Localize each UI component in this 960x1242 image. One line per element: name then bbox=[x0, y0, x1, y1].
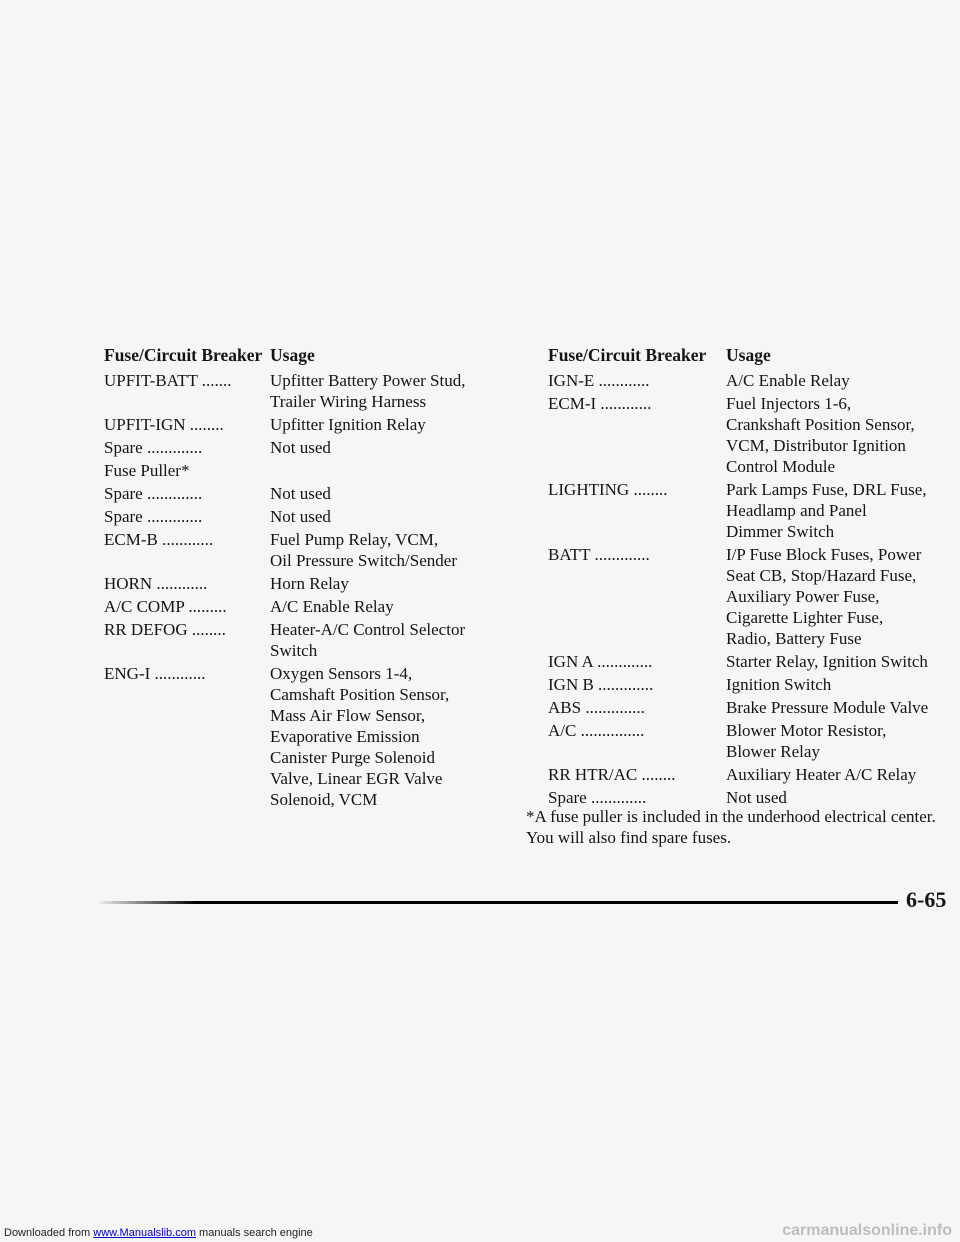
fuse-usage: A/C Enable Relay bbox=[270, 597, 394, 616]
fuse-usage: Auxiliary Heater A/C Relay bbox=[726, 765, 917, 784]
usage-column-header: Usage bbox=[270, 345, 315, 365]
table-row bbox=[104, 663, 488, 810]
footer-prefix: Downloaded from bbox=[4, 1227, 94, 1239]
fuse-usage: Starter Relay, Ignition Switch bbox=[726, 652, 928, 671]
fuse-name: HORN ............ bbox=[104, 574, 208, 593]
footer-suffix: manuals search engine bbox=[195, 1227, 313, 1239]
fuse-column-header: Fuse/Circuit Breaker bbox=[548, 345, 707, 365]
fuse-usage: Not used bbox=[270, 484, 331, 503]
fuse-name: BATT ............. bbox=[548, 545, 650, 564]
fuse-name: IGN B ............. bbox=[548, 675, 654, 694]
table-row bbox=[548, 651, 948, 672]
fuse-name: Fuse Puller* bbox=[104, 461, 190, 480]
fuse-usage: Blower Motor Resistor, Blower Relay bbox=[726, 721, 887, 761]
download-footer bbox=[4, 1227, 313, 1240]
fuse-name: IGN-E ............ bbox=[548, 371, 650, 390]
table-header bbox=[548, 344, 948, 366]
fuse-name: UPFIT-IGN ........ bbox=[104, 415, 224, 434]
fuse-name: Spare ............. bbox=[104, 507, 203, 526]
fuse-name: Spare ............. bbox=[104, 484, 203, 503]
table-row bbox=[548, 479, 948, 542]
fuse-name: RR HTR/AC ........ bbox=[548, 765, 676, 784]
table-row bbox=[548, 764, 948, 785]
fuse-name: ECM-B ............ bbox=[104, 530, 214, 549]
fuse-puller-footnote: *A fuse puller is included in the underhood electrical center. You will also find spare fuses. bbox=[526, 807, 936, 847]
page-number: 6-65 bbox=[906, 887, 947, 912]
table-row bbox=[548, 787, 948, 808]
page-divider bbox=[100, 901, 898, 904]
fuse-name: ABS .............. bbox=[548, 698, 645, 717]
fuse-name: ENG-I ............ bbox=[104, 664, 206, 683]
fuse-usage: Fuel Injectors 1-6, Crankshaft Position Sensor, VCM, Distributor Ignition Control Module bbox=[726, 394, 915, 476]
fuse-usage: Heater-A/C Control Selector Switch bbox=[270, 620, 466, 660]
table-row bbox=[104, 506, 488, 527]
right-fuse-table bbox=[548, 344, 948, 810]
fuse-name: Spare ............. bbox=[104, 438, 203, 457]
table-row bbox=[548, 370, 948, 391]
fuse-name: RR DEFOG ........ bbox=[104, 620, 226, 639]
fuse-usage bbox=[270, 460, 488, 481]
fuse-name: A/C COMP ......... bbox=[104, 597, 227, 616]
table-row bbox=[104, 529, 488, 571]
left-fuse-table bbox=[104, 344, 488, 812]
fuse-usage: Upfitter Battery Power Stud, Trailer Wiring Harness bbox=[270, 371, 466, 411]
table-row bbox=[104, 460, 488, 481]
manualslib-link[interactable]: www.Manualslib.com bbox=[93, 1227, 196, 1239]
table-row bbox=[548, 720, 948, 762]
fuse-usage: Upfitter Ignition Relay bbox=[270, 415, 426, 434]
fuse-name: IGN A ............. bbox=[548, 652, 653, 671]
fuse-usage: Oxygen Sensors 1-4, Camshaft Position Sensor, Mass Air Flow Sensor, Evaporative Emission Canister Purge Solenoid Valve, Linear EGR Valve Solenoid, VCM bbox=[270, 664, 450, 809]
table-row bbox=[548, 544, 948, 649]
table-row bbox=[104, 483, 488, 504]
fuse-name: ECM-I ............ bbox=[548, 394, 652, 413]
table-row bbox=[548, 393, 948, 477]
fuse-usage: Ignition Switch bbox=[726, 675, 832, 694]
table-row bbox=[104, 596, 488, 617]
fuse-usage: Not used bbox=[726, 788, 787, 807]
table-row bbox=[104, 414, 488, 435]
fuse-name: UPFIT-BATT ....... bbox=[104, 371, 232, 390]
fuse-usage: Fuel Pump Relay, VCM, Oil Pressure Switch/Sender bbox=[270, 530, 457, 570]
table-row bbox=[548, 674, 948, 695]
fuse-usage: Not used bbox=[270, 507, 331, 526]
fuse-name: LIGHTING ........ bbox=[548, 480, 668, 499]
fuse-usage: I/P Fuse Block Fuses, Power Seat CB, Stop/Hazard Fuse, Auxiliary Power Fuse, Cigarette Lighter Fuse, Radio, Battery Fuse bbox=[726, 545, 922, 648]
usage-column-header: Usage bbox=[726, 345, 771, 365]
table-row bbox=[104, 619, 488, 661]
table-row bbox=[548, 697, 948, 718]
fuse-usage: Horn Relay bbox=[270, 574, 349, 593]
fuse-usage: Park Lamps Fuse, DRL Fuse, Headlamp and Panel Dimmer Switch bbox=[726, 480, 927, 541]
table-row bbox=[104, 370, 488, 412]
table-row bbox=[104, 437, 488, 458]
table-row bbox=[104, 573, 488, 594]
fuse-name: A/C ............... bbox=[548, 721, 645, 740]
table-header bbox=[104, 344, 488, 366]
watermark: carmanualsonline.info bbox=[782, 1222, 952, 1239]
fuse-usage: Brake Pressure Module Valve bbox=[726, 698, 929, 717]
fuse-usage: A/C Enable Relay bbox=[726, 371, 850, 390]
fuse-name: Spare ............. bbox=[548, 788, 647, 807]
fuse-usage: Not used bbox=[270, 438, 331, 457]
fuse-column-header: Fuse/Circuit Breaker bbox=[104, 345, 263, 365]
